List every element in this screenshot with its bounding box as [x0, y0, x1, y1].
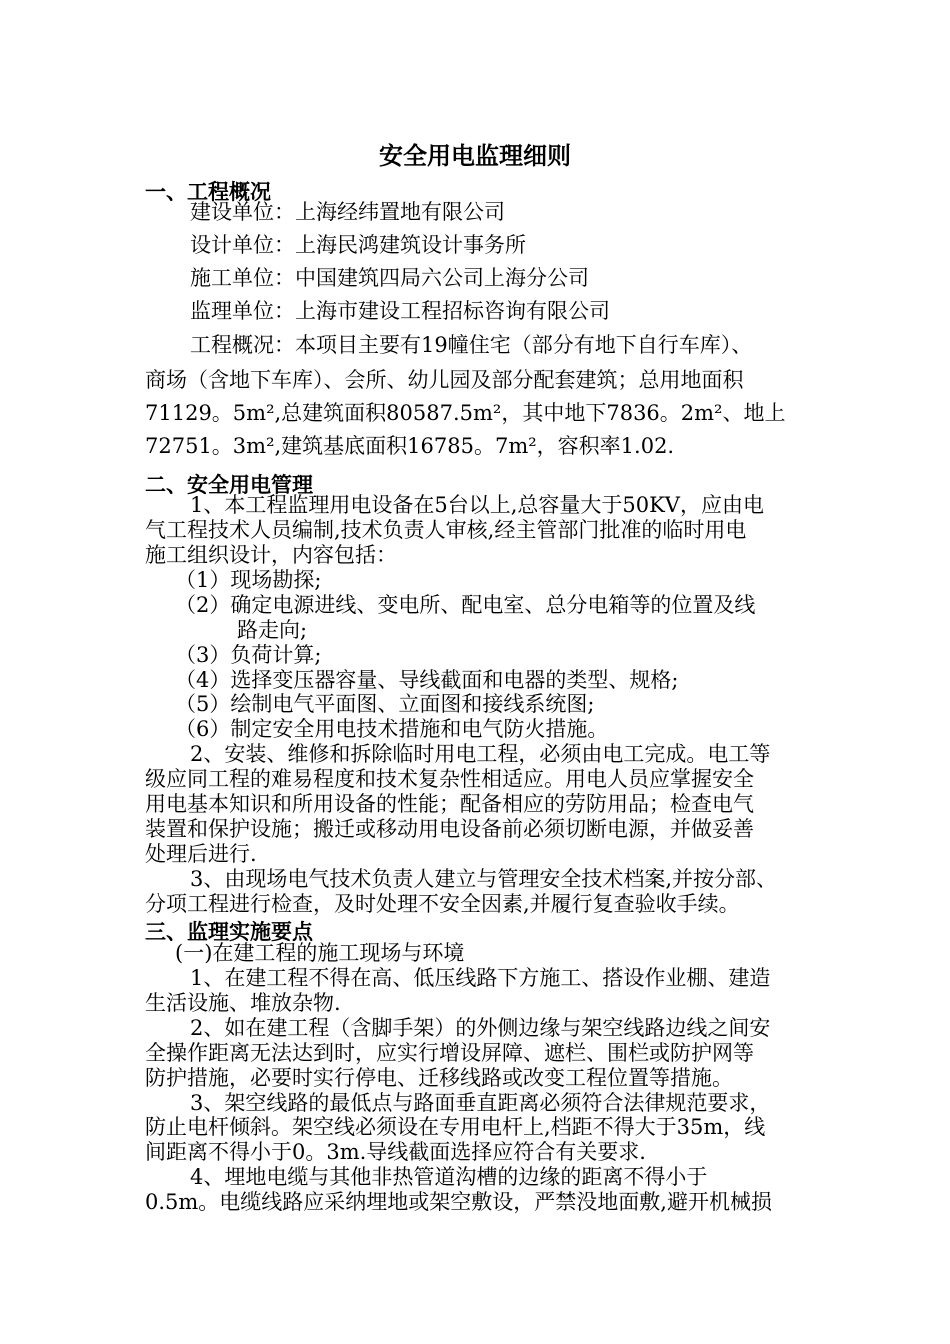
paragraph-line: 72751。3m²,建筑基底面积16785。7m²，容积率1.02. [145, 434, 675, 458]
paragraph-line: 工程概况：本项目主要有19幢住宅（部分有地下自行车库）、 [190, 333, 753, 357]
paragraph-line: 全操作距离无法达到时，应实行增设屏障、遮栏、围栏或防护网等 [145, 1041, 754, 1065]
paragraph-line: 商场（含地下车库）、会所、幼儿园及部分配套建筑；总用地面积 [145, 368, 744, 392]
paragraph-line: 施工单位：中国建筑四局六公司上海分公司 [190, 266, 589, 290]
list-item: （1）现场勘探; [175, 568, 322, 592]
paragraph-line: 级应同工程的难易程度和技术复杂性相适应。用电人员应掌握安全 [145, 767, 754, 791]
paragraph-line: 2、如在建工程（含脚手架）的外侧边缘与架空线路边线之间安 [190, 1016, 771, 1040]
section-heading-overview: 一、工程概况 [145, 180, 271, 204]
list-item: （6）制定安全用电技术措施和电气防火措施。 [175, 717, 609, 741]
paragraph-line: 1、在建工程不得在高、低压线路下方施工、搭设作业棚、建造 [190, 966, 771, 990]
section-heading-implementation: 三、监理实施要点 [145, 920, 313, 944]
subheading: (一)在建工程的施工现场与环境 [175, 941, 465, 965]
paragraph-line: 用电基本知识和所用设备的性能；配备相应的劳防用品；检查电气 [145, 792, 754, 816]
paragraph-line: 生活设施、堆放杂物. [145, 991, 341, 1015]
document-title: 安全用电监理细则 [379, 142, 571, 170]
paragraph-line: 间距离不得小于0。3m.导线截面选择应符合有关要求. [145, 1140, 646, 1164]
section-heading-management: 二、安全用电管理 [145, 473, 313, 497]
paragraph-line: 监理单位：上海市建设工程招标咨询有限公司 [190, 299, 610, 323]
list-item: （2）确定电源进线、变电所、配电室、总分电箱等的位置及线 [175, 593, 756, 617]
paragraph-line: 分项工程进行检查，及时处理不安全因素,并履行复查验收手续。 [145, 892, 740, 916]
paragraph-line: 处理后进行. [145, 842, 257, 866]
paragraph-line: 施工组织设计，内容包括： [145, 543, 397, 567]
paragraph-line: 防止电杆倾斜。架空线必须设在专用电杆上,档距不得大于35m，线 [145, 1115, 766, 1139]
paragraph-line: 4、埋地电缆与其他非热管道沟槽的边缘的距离不得小于 [190, 1165, 708, 1189]
list-item: （3）负荷计算; [175, 643, 322, 667]
list-item: （5）绘制电气平面图、立面图和接线系统图; [175, 692, 595, 716]
list-item: 路走向; [237, 618, 308, 642]
paragraph-line: 装置和保护设施；搬迁或移动用电设备前必须切断电源，并做妥善 [145, 817, 754, 841]
paragraph-line: 气工程技术人员编制,技术负责人审核,经主管部门批准的临时用电 [145, 518, 747, 542]
paragraph-line: 防护措施，必要时实行停电、迁移线路或改变工程位置等措施。 [145, 1066, 733, 1090]
paragraph-line: 建设单位：上海经纬置地有限公司 [190, 200, 505, 224]
paragraph-line: 2、安装、维修和拆除临时用电工程，必须由电工完成。电工等 [190, 742, 771, 766]
list-item: （4）选择变压器容量、导线截面和电器的类型、规格; [175, 668, 679, 692]
paragraph-line: 3、由现场电气技术负责人建立与管理安全技术档案,并按分部、 [190, 867, 778, 891]
paragraph-line: 1、本工程监理用电设备在5台以上,总容量大于50KV，应由电 [190, 493, 764, 517]
paragraph-line: 71129。5m²,总建筑面积80587.5m²，其中地下7836。2m²、地上 [145, 401, 786, 425]
paragraph-line: 0.5m。电缆线路应采纳埋地或架空敷设，严禁没地面敷,避开机械损 [145, 1190, 772, 1214]
paragraph-line: 设计单位：上海民鸿建筑设计事务所 [190, 233, 526, 257]
paragraph-line: 3、架空线路的最低点与路面垂直距离必须符合法律规范要求， [190, 1091, 771, 1115]
